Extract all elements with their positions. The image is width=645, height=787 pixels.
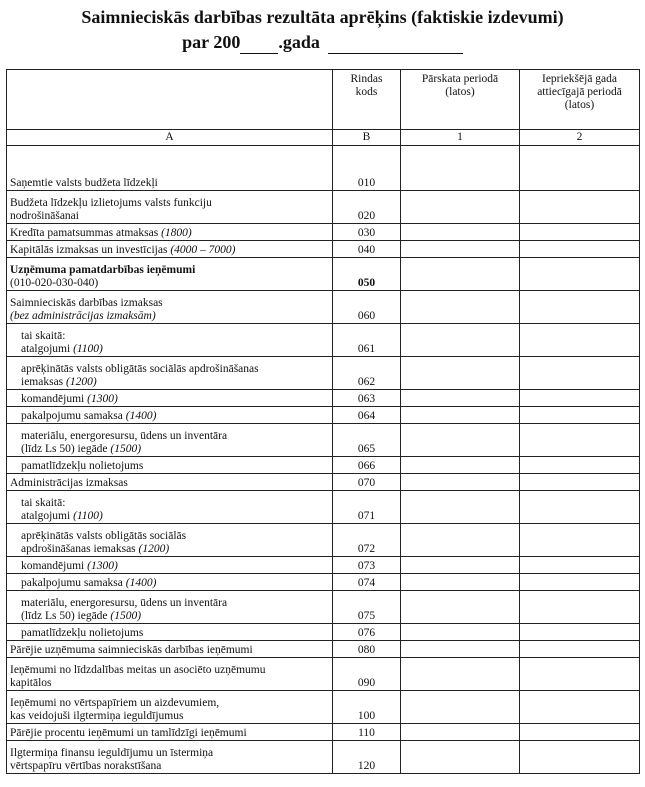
row-code: 063	[333, 390, 401, 407]
table-row	[7, 741, 640, 774]
letter-b: B	[333, 130, 401, 146]
row-code: 062	[333, 357, 401, 390]
value-current-period-cell[interactable]	[401, 658, 520, 691]
value-current-period-cell[interactable]	[401, 491, 520, 524]
value-prev-period-cell[interactable]	[520, 390, 640, 407]
value-prev-period-cell[interactable]	[520, 291, 640, 324]
value-current-period-cell[interactable]	[401, 591, 520, 624]
table-row	[7, 724, 640, 741]
row-label: Pārējie procentu ieņēmumi un tamlīdzīgi ieņēmumi	[7, 724, 333, 741]
value-prev-period-cell[interactable]	[520, 324, 640, 357]
value-current-period-cell[interactable]	[401, 574, 520, 591]
row-label: Kapitālās izmaksas un investīcijas (4000 – 7000)	[7, 241, 333, 258]
date-blank[interactable]	[328, 31, 463, 54]
row-code: 010	[333, 146, 401, 191]
value-current-period-cell[interactable]	[401, 241, 520, 258]
table-row	[7, 658, 640, 691]
row-label: aprēķinātās valsts obligātās sociālās apdrošināšanas iemaksas (1200)	[7, 524, 333, 557]
value-prev-period-cell[interactable]	[520, 691, 640, 724]
column-letters-row	[7, 130, 640, 146]
row-code: 070	[333, 474, 401, 491]
results-table	[6, 69, 640, 774]
row-code: 061	[333, 324, 401, 357]
row-code: 110	[333, 724, 401, 741]
value-prev-period-cell[interactable]	[520, 407, 640, 424]
value-current-period-cell[interactable]	[401, 691, 520, 724]
table-row	[7, 407, 640, 424]
row-code: 071	[333, 491, 401, 524]
value-current-period-cell[interactable]	[401, 524, 520, 557]
row-label: Ieņēmumi no vērtspapīriem un aizdevumiem, kas veidojuši ilgtermiņa ieguldījumus	[7, 691, 333, 724]
row-label: pakalpojumu samaksa (1400)	[7, 407, 333, 424]
value-prev-period-cell[interactable]	[520, 591, 640, 624]
table-row	[7, 691, 640, 724]
table-row	[7, 574, 640, 591]
row-label: tai skaitā: atalgojumi (1100)	[7, 324, 333, 357]
row-label: tai skaitā: atalgojumi (1100)	[7, 491, 333, 524]
row-label: Saņemtie valsts budžeta līdzekļi	[7, 146, 333, 191]
value-current-period-cell[interactable]	[401, 324, 520, 357]
row-label: materiālu, energoresursu, ūdens un inventāra (līdz Ls 50) iegāde (1500)	[7, 591, 333, 624]
value-prev-period-cell[interactable]	[520, 457, 640, 474]
value-current-period-cell[interactable]	[401, 224, 520, 241]
row-code: 064	[333, 407, 401, 424]
header-a	[7, 70, 333, 130]
value-current-period-cell[interactable]	[401, 474, 520, 491]
table-row	[7, 146, 640, 191]
table-row	[7, 424, 640, 457]
row-label: pamatlīdzekļu nolietojums	[7, 457, 333, 474]
year-blank[interactable]	[240, 31, 278, 54]
form-period-line	[0, 31, 645, 54]
header-prev-period: Iepriekšējā gada attiecīgajā periodā (latos)	[520, 70, 640, 130]
row-code: 090	[333, 658, 401, 691]
value-current-period-cell[interactable]	[401, 457, 520, 474]
row-code: 074	[333, 574, 401, 591]
letter-2: 2	[520, 130, 640, 146]
table-row	[7, 474, 640, 491]
value-prev-period-cell[interactable]	[520, 741, 640, 774]
value-prev-period-cell[interactable]	[520, 724, 640, 741]
table-row	[7, 557, 640, 574]
row-label: komandējumi (1300)	[7, 390, 333, 407]
table-row	[7, 457, 640, 474]
row-code: 073	[333, 557, 401, 574]
value-prev-period-cell[interactable]	[520, 624, 640, 641]
row-code: 080	[333, 641, 401, 658]
value-prev-period-cell[interactable]	[520, 357, 640, 390]
value-prev-period-cell[interactable]	[520, 191, 640, 224]
value-current-period-cell[interactable]	[401, 557, 520, 574]
row-code: 075	[333, 591, 401, 624]
table-row	[7, 624, 640, 641]
row-label: komandējumi (1300)	[7, 557, 333, 574]
row-label: materiālu, energoresursu, ūdens un inventāra (līdz Ls 50) iegāde (1500)	[7, 424, 333, 457]
row-label: Kredīta pamatsummas atmaksas (1800)	[7, 224, 333, 241]
row-code: 060	[333, 291, 401, 324]
value-prev-period-cell[interactable]	[520, 224, 640, 241]
table-row	[7, 191, 640, 224]
row-code: 120	[333, 741, 401, 774]
value-current-period-cell[interactable]	[401, 741, 520, 774]
row-label: pakalpojumu samaksa (1400)	[7, 574, 333, 591]
period-prefix: par 200	[182, 32, 241, 52]
value-current-period-cell[interactable]	[401, 641, 520, 658]
value-current-period-cell[interactable]	[401, 724, 520, 741]
row-code: 076	[333, 624, 401, 641]
table-row	[7, 241, 640, 258]
table-row	[7, 224, 640, 241]
row-label: pamatlīdzekļu nolietojums	[7, 624, 333, 641]
row-label: Ilgtermiņa finansu ieguldījumu un īstermiņa vērtspapīru vērtības norakstīšana	[7, 741, 333, 774]
row-label: Administrācijas izmaksas	[7, 474, 333, 491]
value-prev-period-cell[interactable]	[520, 424, 640, 457]
row-label: Uzņēmuma pamatdarbības ieņēmumi (010-020-030-040)	[7, 258, 333, 291]
value-current-period-cell[interactable]	[401, 407, 520, 424]
row-code: 020	[333, 191, 401, 224]
table-row	[7, 258, 640, 291]
row-code: 030	[333, 224, 401, 241]
table-header	[7, 70, 640, 130]
table-row	[7, 390, 640, 407]
value-current-period-cell[interactable]	[401, 624, 520, 641]
value-prev-period-cell[interactable]	[520, 491, 640, 524]
period-suffix: .gada	[278, 32, 320, 52]
value-prev-period-cell[interactable]	[520, 258, 640, 291]
row-code: 065	[333, 424, 401, 457]
form-title: Saimnieciskās darbības rezultāta aprēķins (faktiskie izdevumi)	[81, 7, 564, 27]
value-current-period-cell[interactable]	[401, 424, 520, 457]
value-prev-period-cell[interactable]	[520, 524, 640, 557]
value-prev-period-cell[interactable]	[520, 658, 640, 691]
table-row	[7, 491, 640, 524]
value-current-period-cell[interactable]	[401, 191, 520, 224]
row-label: Pārējie uzņēmuma saimnieciskās darbības ieņēmumi	[7, 641, 333, 658]
row-code: 066	[333, 457, 401, 474]
letter-1: 1	[401, 130, 520, 146]
value-prev-period-cell[interactable]	[520, 474, 640, 491]
letter-a: A	[7, 130, 333, 146]
value-current-period-cell[interactable]	[401, 390, 520, 407]
row-label: Budžeta līdzekļu izlietojums valsts funkciju nodrošināšanai	[7, 191, 333, 224]
row-label: Ieņēmumi no līdzdalības meitas un asociēto uzņēmumu kapitālos	[7, 658, 333, 691]
row-code: 072	[333, 524, 401, 557]
header-code: Rindas kods	[333, 70, 401, 130]
value-current-period-cell[interactable]	[401, 258, 520, 291]
table-row	[7, 524, 640, 557]
row-code: 050	[333, 258, 401, 291]
header-period: Pārskata periodā (latos)	[401, 70, 520, 130]
row-label: aprēķinātās valsts obligātās sociālās apdrošināšanas iemaksas (1200)	[7, 357, 333, 390]
row-code: 100	[333, 691, 401, 724]
table-row	[7, 291, 640, 324]
table-row	[7, 591, 640, 624]
value-prev-period-cell[interactable]	[520, 641, 640, 658]
table-row	[7, 357, 640, 390]
table-row	[7, 641, 640, 658]
value-prev-period-cell[interactable]	[520, 557, 640, 574]
value-prev-period-cell[interactable]	[520, 146, 640, 191]
row-code: 040	[333, 241, 401, 258]
row-label: Saimnieciskās darbības izmaksas (bez administrācijas izmaksām)	[7, 291, 333, 324]
value-current-period-cell[interactable]	[401, 357, 520, 390]
value-current-period-cell[interactable]	[401, 291, 520, 324]
value-current-period-cell[interactable]	[401, 146, 520, 191]
value-prev-period-cell[interactable]	[520, 241, 640, 258]
table-row	[7, 324, 640, 357]
value-prev-period-cell[interactable]	[520, 574, 640, 591]
